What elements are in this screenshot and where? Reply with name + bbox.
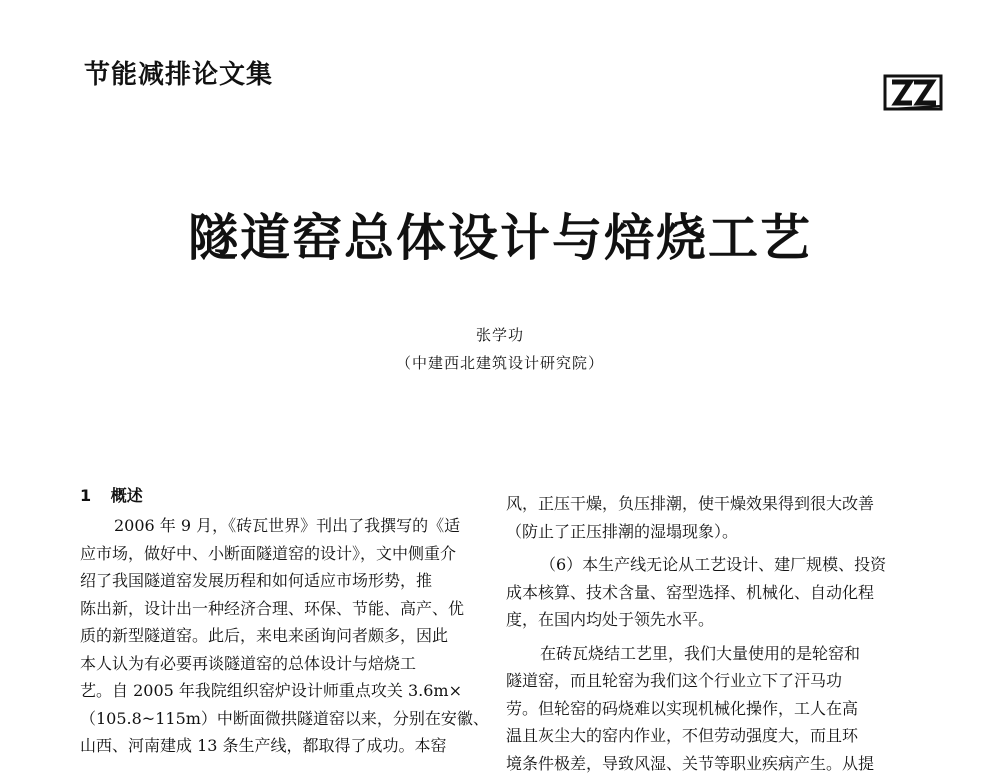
body-text-line: 山西、河南建成 13 条生产线，都取得了成功。本窑 (80, 732, 480, 760)
body-text-line: 2006 年 9 月，《砖瓦世界》刊出了我撰写的《适 (80, 512, 480, 540)
section-title: 概述 (111, 486, 143, 505)
body-text-line: 劳。但轮窑的码烧难以实现机械化操作，工人在高 (506, 695, 906, 723)
publisher-logo (884, 72, 944, 112)
body-text-line: （105.8~115m）中断面微拱隧道窑以来，分别在安徽、 (80, 705, 480, 733)
section-heading (80, 484, 480, 508)
running-head: 节能减排论文集 (84, 54, 273, 91)
body-text-line: 度，在国内均处于领先水平。 (506, 606, 906, 634)
body-text-line: （防止了正压排潮的湿塌现象）。 (506, 518, 906, 546)
body-text-line: 本人认为有必要再谈隧道窑的总体设计与焙烧工 (80, 650, 480, 678)
body-text-line: 成本核算、技术含量、窑型选择、机械化、自动化程 (506, 579, 906, 607)
right-column (506, 490, 906, 777)
body-text-line: 隧道窑，而且轮窑为我们这个行业立下了汗马功 (506, 667, 906, 695)
body-text-line: （6）本生产线无论从工艺设计、建厂规模、投资 (506, 551, 906, 579)
body-text-line: 质的新型隧道窑。此后，来电来函询问者颇多，因此 (80, 622, 480, 650)
body-text-line: 艺。自 2005 年我院组织窑炉设计师重点攻关 3.6m× (80, 677, 480, 705)
body-text-line: 境条件极差，导致风湿、关节等职业疾病产生。从提 (506, 750, 906, 777)
author-name: 张学功 (0, 324, 1000, 345)
paragraph (506, 490, 906, 545)
left-column (80, 484, 480, 760)
body-text-line: 在砖瓦烧结工艺里，我们大量使用的是轮窑和 (506, 640, 906, 668)
article-title: 隧道窑总体设计与焙烧工艺 (0, 198, 1000, 270)
body-text-line: 温且灰尘大的窑内作业，不但劳动强度大，而且环 (506, 722, 906, 750)
body-text-line: 应市场，做好中、小断面隧道窑的设计》，文中侧重介 (80, 540, 480, 568)
paragraph (506, 640, 906, 777)
paragraph (506, 551, 906, 634)
body-text-line: 风，正压干燥，负压排潮，使干燥效果得到很大改善 (506, 490, 906, 518)
publisher-logo-icon (884, 72, 944, 112)
section-number: 1 (80, 486, 91, 505)
author-affiliation: （中建西北建筑设计研究院） (0, 352, 1000, 373)
body-text-line: 绍了我国隧道窑发展历程和如何适应市场形势，推 (80, 567, 480, 595)
body-text-line: 陈出新，设计出一种经济合理、环保、节能、高产、优 (80, 595, 480, 623)
